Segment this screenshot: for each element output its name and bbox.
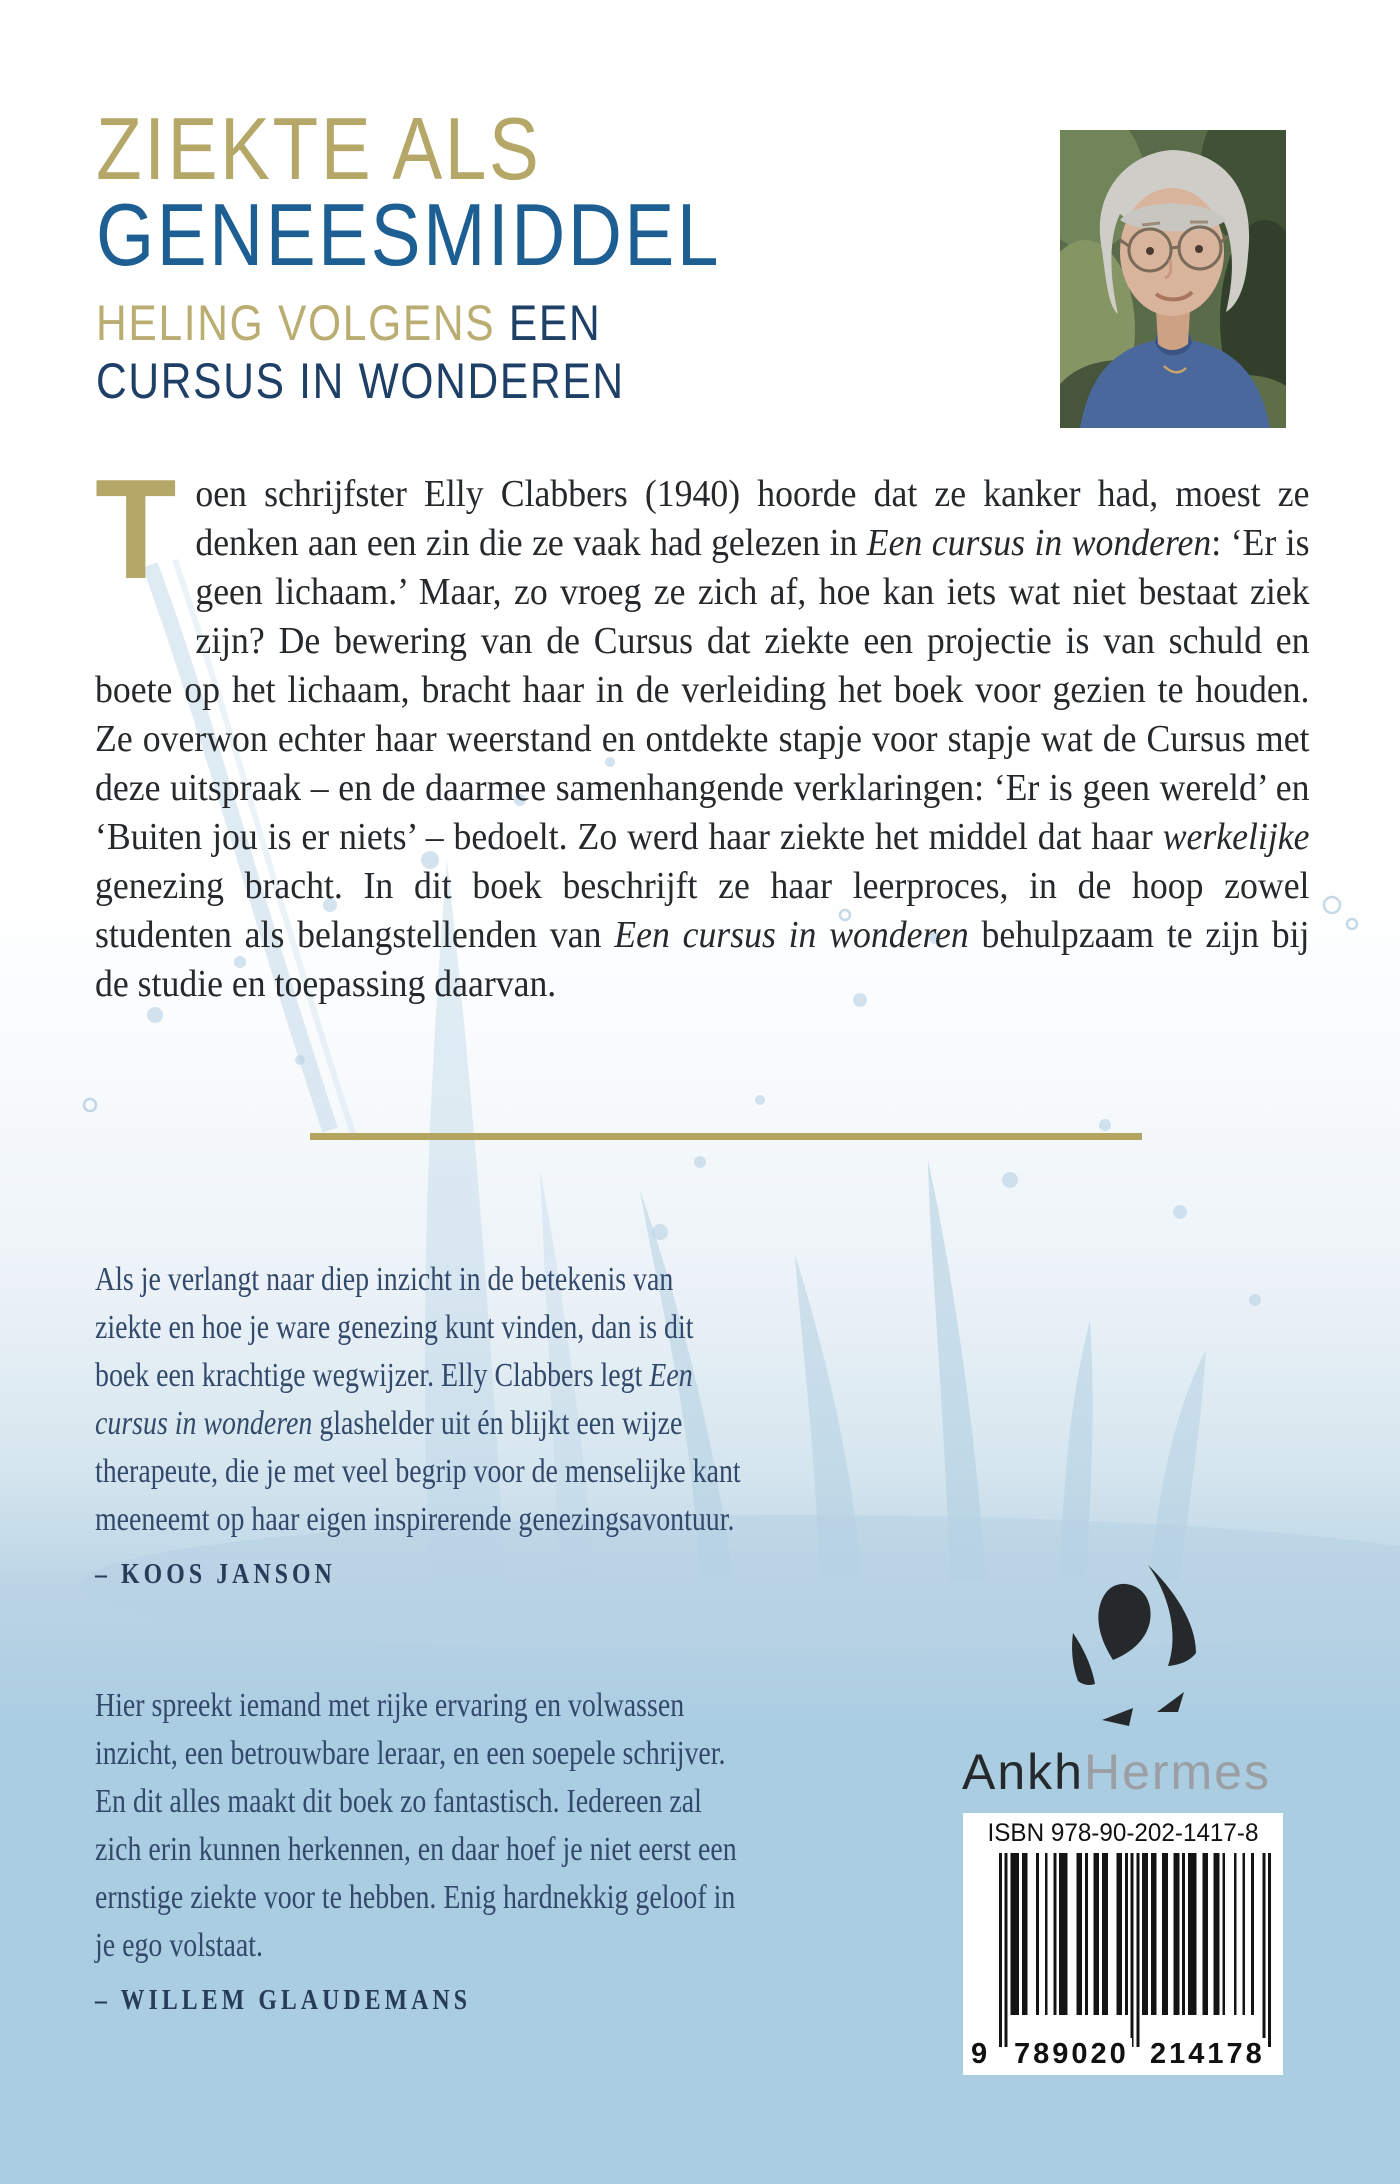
ean-digits-left: 789020 [1011,2038,1132,2071]
barcode-panel [963,1813,1283,2075]
quote-text: Als je verlangt naar diep inzicht in de betekenis van ziekte en hoe je ware genezing kunt vinden, dan is dit boek een krachtige wegwijzer. Elly Clabbers legt Een cursus in wonderen glashelder uit én blijkt een wijze therapeute, die je met veel begrip voor de menselijke kant meeneemt op haar eigen inspirerende genezingsavontuur. [95,1261,741,1538]
quote-block-1 [95,1256,743,1591]
divider-rule [310,1133,1142,1140]
ean-digits-right: 214178 [1147,2038,1268,2071]
title-line-1: ZIEKTE ALS [96,99,542,198]
publisher-name-ankh: Ankh [962,1744,1084,1800]
title-block [96,99,861,410]
subtitle-navy-part: EEN CURSUS IN WONDEREN [96,295,625,409]
quote-attribution: – WILLEM GLAUDEMANS [95,1984,472,2016]
ean-digit-first: 9 [971,2038,991,2070]
description [95,450,1310,1009]
author-photo [1060,130,1286,428]
subtitle [96,294,683,410]
description-text: oen schrijfster Elly Clabbers (1940) hoorde dat ze kanker had, moest ze denken aan een zin die ze vaak had gelezen in Een cursus in wonderen: ‘Er is geen lichaam.’ Maar, zo vroeg ze zich af, hoe kan iets wat niet bestaat ziek zijn? De bewering van de Cursus dat ziekte een projectie is van schuld en boete op het lichaam, bracht haar in de verleiding het boek voor gezien te houden. Ze overwon echter haar weerstand en ontdekte stapje voor stapje wat de Cursus met deze uitspraak – en de daarmee samenhangende verklaringen: ‘Er is geen wereld’ en ‘Buiten jou is er niets’ – bedoelt. Zo werd haar ziekte het middel dat haar werkelijke genezing bracht. In dit boek beschrijft ze haar leerproces, in de hoop zowel studenten als belangstellenden van Een cursus in wonderen behulpzaam te zijn bij de studie en toepassing daarvan. [95,473,1310,1005]
quote-text: Hier spreekt iemand met rijke ervaring en volwassen inzicht, een betrouwbare leraar, en een soepele schrijver. En dit alles maakt dit boek zo fantastisch. Iedereen zal zich erin kunnen herkennen, en daar hoef je niet eerst een ernstige ziekte voor te hebben. Enig hardnekkig geloof in je ego volstaat. [95,1687,737,1964]
publisher-name [962,1743,1302,1801]
barcode-bars [999,1853,1271,2047]
isbn-label: ISBN 978-90-202-1417-8 [987,1819,1259,1847]
subtitle-gold-part: HELING VOLGENS [96,295,509,351]
title-line-2: GENEESMIDDEL [96,185,721,284]
ankhhermes-logo-icon [1040,1553,1220,1745]
publisher-name-hermes: Hermes [1083,1744,1271,1800]
quote-attribution: – KOOS JANSON [95,1558,336,1590]
drop-cap: T [95,450,177,609]
quote-block-2 [95,1682,743,2017]
